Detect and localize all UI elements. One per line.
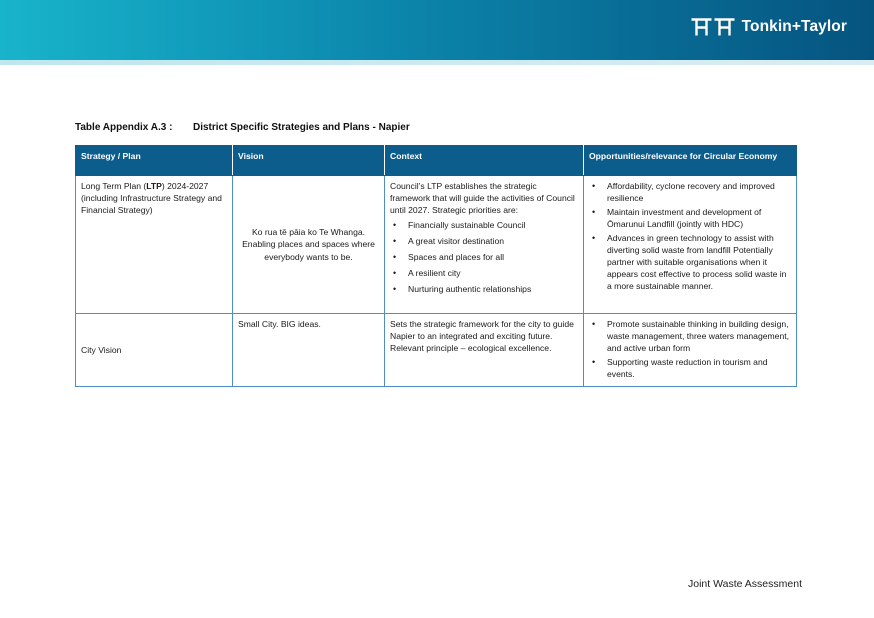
list-item: • Spaces and places for all bbox=[408, 251, 578, 263]
logo-wordmark: Tonkin+Taylor bbox=[741, 18, 847, 35]
table-caption-title: District Specific Strategies and Plans - Napier bbox=[193, 122, 410, 133]
cell-opportunities bbox=[584, 314, 797, 387]
strategies-table bbox=[75, 145, 797, 387]
table-caption bbox=[75, 122, 795, 136]
cell-strategy-plan bbox=[76, 314, 233, 387]
vision-text: Ko rua tē pāia ko Te Whanga. Enabling places and spaces where everybody wants to be. bbox=[242, 227, 375, 262]
context-intro: Sets the strategic framework for the city to guide Napier to an integrated and exciting future. Relevant principle – ecological excellence. bbox=[390, 319, 574, 354]
plan-name-suffix: ) 2024-2027 (including Infrastructure Strategy and Financial Strategy) bbox=[81, 181, 222, 216]
list-item: • Supporting waste reduction in tourism and events. bbox=[607, 356, 791, 380]
strategic-priorities-list bbox=[390, 219, 578, 295]
cell-opportunities bbox=[584, 176, 797, 314]
list-item: • A great visitor destination bbox=[408, 235, 578, 247]
company-logo bbox=[690, 15, 847, 39]
context-intro: Council’s LTP establishes the strategic framework that will guide the activities of Council until 2027. Strategic priorities are: bbox=[390, 181, 575, 216]
plan-name-acronym: LTP bbox=[146, 181, 162, 191]
cell-strategy-plan bbox=[76, 176, 233, 314]
header-divider bbox=[0, 60, 874, 65]
table-header-row bbox=[76, 146, 797, 176]
tonkin-taylor-logo-icon bbox=[690, 17, 736, 37]
column-header-opportunities: Opportunities/relevance for Circular Economy bbox=[584, 146, 797, 176]
column-header-context: Context bbox=[385, 146, 584, 176]
column-header-strategy-plan: Strategy / Plan bbox=[76, 146, 233, 176]
list-item: • Financially sustainable Council bbox=[408, 219, 578, 231]
opportunities-list bbox=[589, 318, 791, 380]
table-row bbox=[76, 314, 797, 387]
cell-context bbox=[385, 176, 584, 314]
column-header-vision: Vision bbox=[233, 146, 385, 176]
list-item: • Promote sustainable thinking in building design, waste management, three waters management, and active urban form bbox=[607, 318, 791, 354]
list-item: • A resilient city bbox=[408, 267, 578, 279]
list-item: • Advances in green technology to assist with diverting solid waste from landfill Potentially partner with suitable organisations when it appears cost effective to process solid waste in a more sustainable manner. bbox=[607, 232, 791, 292]
list-item: • Affordability, cyclone recovery and improved resilience bbox=[607, 180, 791, 204]
list-item: • Maintain investment and development of Ōmarunui Landfill (jointly with HDC) bbox=[607, 206, 791, 230]
footer-document-title: Joint Waste Assessment bbox=[688, 578, 802, 590]
opportunities-list bbox=[589, 180, 791, 292]
table-caption-label: Table Appendix A.3 : bbox=[75, 122, 173, 133]
vision-text: Small City. BIG ideas. bbox=[238, 319, 321, 329]
table-row bbox=[76, 176, 797, 314]
cell-vision bbox=[233, 176, 385, 314]
list-item: • Nurturing authentic relationships bbox=[408, 283, 578, 295]
plan-name: City Vision bbox=[81, 345, 122, 356]
plan-name-prefix: Long Term Plan ( bbox=[81, 181, 147, 191]
cell-vision bbox=[233, 314, 385, 387]
cell-context bbox=[385, 314, 584, 387]
